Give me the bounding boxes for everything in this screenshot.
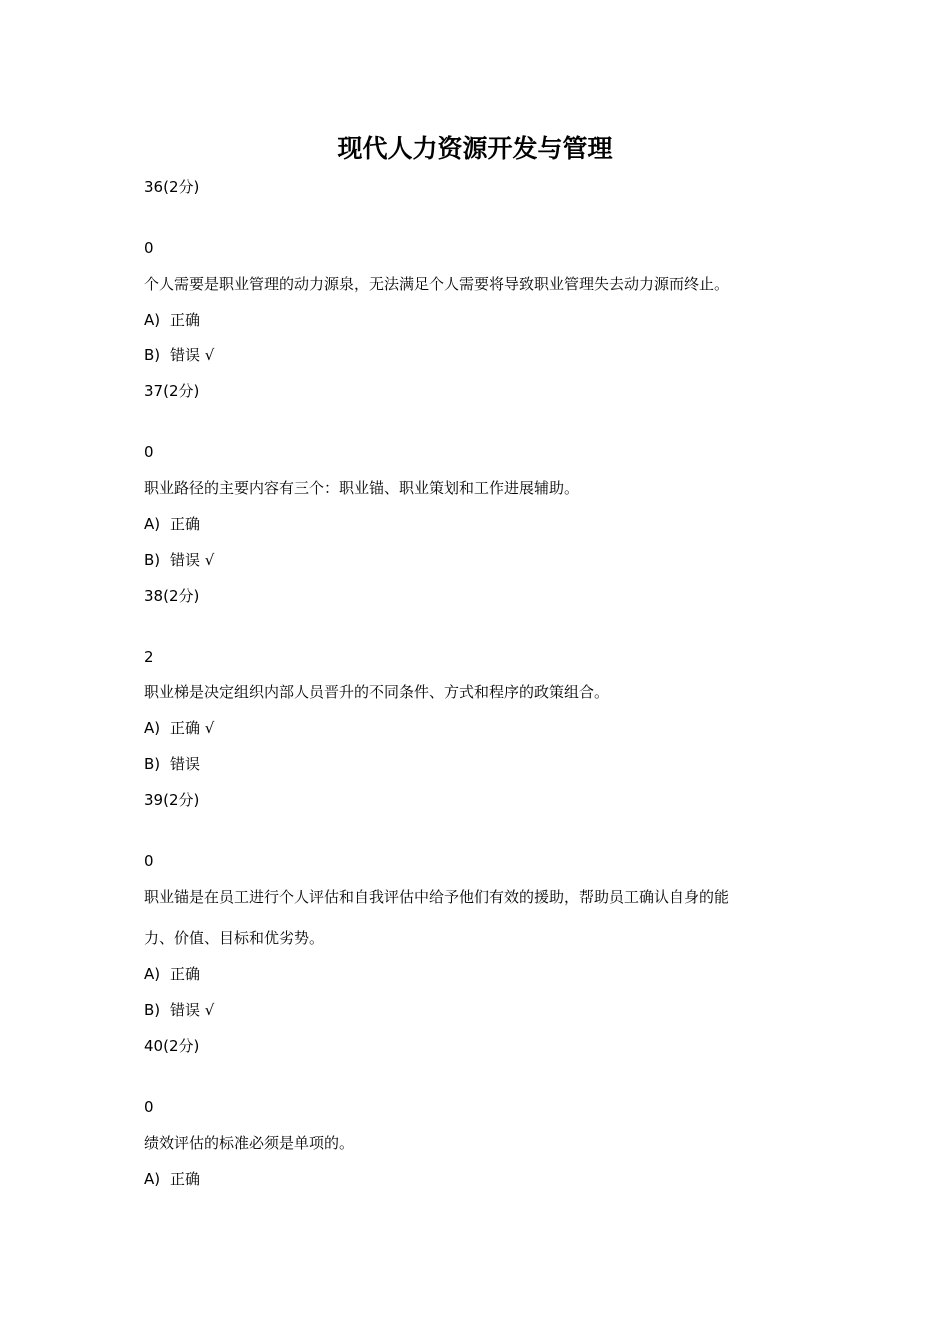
question-score: 2 (144, 648, 154, 666)
option-b: B) 错误 √ (144, 346, 215, 364)
question-score: 0 (144, 443, 154, 461)
option-b: B) 错误 (144, 755, 201, 773)
question-text: 个人需要是职业管理的动力源泉，无法满足个人需要将导致职业管理失去动力源而终止。 (144, 275, 730, 293)
question-score: 0 (144, 239, 154, 257)
question-header: 39(2分) (144, 791, 200, 809)
question-header: 40(2分) (144, 1037, 200, 1055)
option-a: A) 正确 (144, 311, 201, 329)
option-a: A) 正确 (144, 1170, 201, 1188)
question-header: 37(2分) (144, 382, 200, 400)
question-text: 职业锚是在员工进行个人评估和自我评估中给予他们有效的援助，帮助员工确认自身的能 (144, 888, 730, 906)
question-text: 职业路径的主要内容有三个：职业锚、职业策划和工作进展辅助。 (144, 479, 580, 497)
option-b: B) 错误 √ (144, 1001, 215, 1019)
option-a: A) 正确 √ (144, 719, 215, 737)
option-a: A) 正确 (144, 515, 201, 533)
question-text: 绩效评估的标准必须是单项的。 (144, 1134, 355, 1152)
question-header: 38(2分) (144, 587, 200, 605)
question-score: 0 (144, 852, 154, 870)
question-text: 职业梯是决定组织内部人员晋升的不同条件、方式和程序的政策组合。 (144, 683, 610, 701)
question-header: 36(2分) (144, 178, 200, 196)
page-title: 现代人力资源开发与管理 (337, 134, 613, 163)
option-b: B) 错误 √ (144, 551, 215, 569)
option-a: A) 正确 (144, 965, 201, 983)
question-text-cont: 力、价值、目标和优劣势。 (144, 929, 325, 947)
question-score: 0 (144, 1098, 154, 1116)
